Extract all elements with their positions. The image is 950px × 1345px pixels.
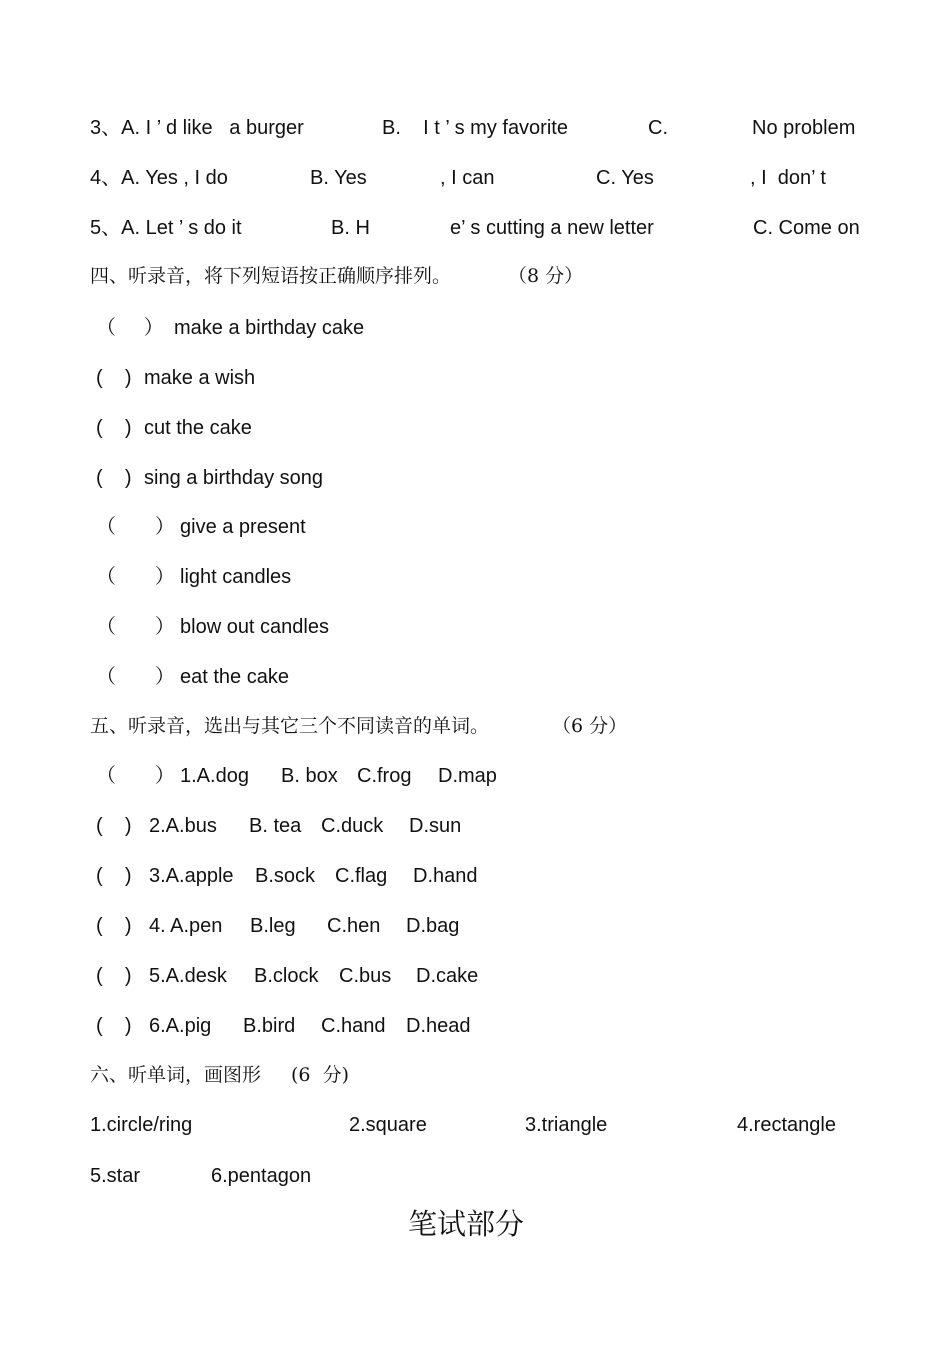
section-4-points: （8 分）: [508, 265, 584, 287]
answer-blank[interactable]: （ ）: [96, 317, 164, 339]
written-section-title: 笔试部分: [408, 1207, 525, 1241]
shape-word: 1.circle/ring: [90, 1114, 193, 1136]
option-b: B.bird: [243, 1015, 296, 1037]
phrase-item: cut the cake: [144, 417, 252, 439]
phrase-item: make a birthday cake: [174, 317, 365, 339]
section-4-heading: 四、听录音，将下列短语按正确顺序排列。: [90, 265, 452, 287]
shape-word: 2.square: [349, 1114, 427, 1136]
option-d: D.hand: [413, 865, 478, 887]
answer-blank[interactable]: （ ）: [96, 566, 175, 588]
option-a: 6.A.pig: [149, 1015, 212, 1037]
phrase-item: blow out candles: [180, 616, 329, 638]
option-a: 5.A.desk: [149, 965, 227, 987]
option-d: D.head: [406, 1015, 471, 1037]
option-c: C.hand: [321, 1015, 386, 1037]
answer-blank[interactable]: ( ): [96, 1015, 132, 1037]
q4-option-b: B. Yes: [310, 167, 367, 189]
q3-option-a: 3、A. I ’ d like a burger: [90, 117, 304, 139]
q4-option-b-cont: , I can: [440, 167, 495, 189]
q3-option-c: C.: [648, 117, 668, 139]
option-b: B. tea: [249, 815, 302, 837]
phrase-item: give a present: [180, 516, 306, 538]
answer-blank[interactable]: （ ）: [96, 616, 175, 638]
answer-blank[interactable]: ( ): [96, 915, 132, 937]
option-b: B.clock: [254, 965, 319, 987]
shape-word: 6.pentagon: [211, 1165, 312, 1187]
option-d: D.sun: [409, 815, 462, 837]
q5-option-b-cont: e’ s cutting a new letter: [450, 217, 654, 239]
option-a: 1.A.dog: [180, 765, 249, 787]
shape-word: 4.rectangle: [737, 1114, 836, 1136]
q5-option-b: B. H: [331, 217, 370, 239]
answer-blank[interactable]: ( ): [96, 367, 132, 389]
answer-blank[interactable]: ( ): [96, 815, 132, 837]
answer-blank[interactable]: （ ）: [96, 666, 175, 688]
answer-blank[interactable]: （ ）: [96, 516, 175, 538]
section-5-heading: 五、听录音，选出与其它三个不同读音的单词。: [90, 715, 490, 737]
option-c: C.flag: [335, 865, 388, 887]
option-b: B. box: [281, 765, 338, 787]
shape-word: 3.triangle: [525, 1114, 608, 1136]
phrase-item: eat the cake: [180, 666, 289, 688]
option-c: C.hen: [327, 915, 381, 937]
option-c: C.frog: [357, 765, 412, 787]
q3-option-b: B. I t ’ s my favorite: [382, 117, 568, 139]
option-c: C.duck: [321, 815, 384, 837]
answer-blank[interactable]: ( ): [96, 467, 132, 489]
option-b: B.leg: [250, 915, 296, 937]
option-a: 4. A.pen: [149, 915, 223, 937]
phrase-item: light candles: [180, 566, 292, 588]
answer-blank[interactable]: ( ): [96, 865, 132, 887]
option-a: 2.A.bus: [149, 815, 217, 837]
q4-option-a: 4、A. Yes , I do: [90, 167, 228, 189]
answer-blank[interactable]: ( ): [96, 965, 132, 987]
answer-blank[interactable]: （ ）: [96, 765, 175, 787]
q4-option-c-cont: , I don’ t: [750, 167, 826, 189]
q3-option-c-text: No problem: [752, 117, 856, 139]
option-b: B.sock: [255, 865, 316, 887]
answer-blank[interactable]: ( ): [96, 417, 132, 439]
section-6-heading: 六、听单词，画图形: [90, 1064, 262, 1086]
q4-option-c: C. Yes: [596, 167, 654, 189]
option-a: 3.A.apple: [149, 865, 234, 887]
shape-word: 5.star: [90, 1165, 141, 1187]
section-6-points: (6 分): [291, 1064, 349, 1086]
phrase-item: make a wish: [144, 367, 256, 389]
phrase-item: sing a birthday song: [144, 467, 324, 489]
option-c: C.bus: [339, 965, 392, 987]
option-d: D.cake: [416, 965, 479, 987]
section-5-points: （6 分）: [552, 715, 628, 737]
option-d: D.map: [438, 765, 497, 787]
q5-option-c: C. Come on: [753, 217, 860, 239]
option-d: D.bag: [406, 915, 460, 937]
q5-option-a: 5、A. Let ’ s do it: [90, 217, 242, 239]
